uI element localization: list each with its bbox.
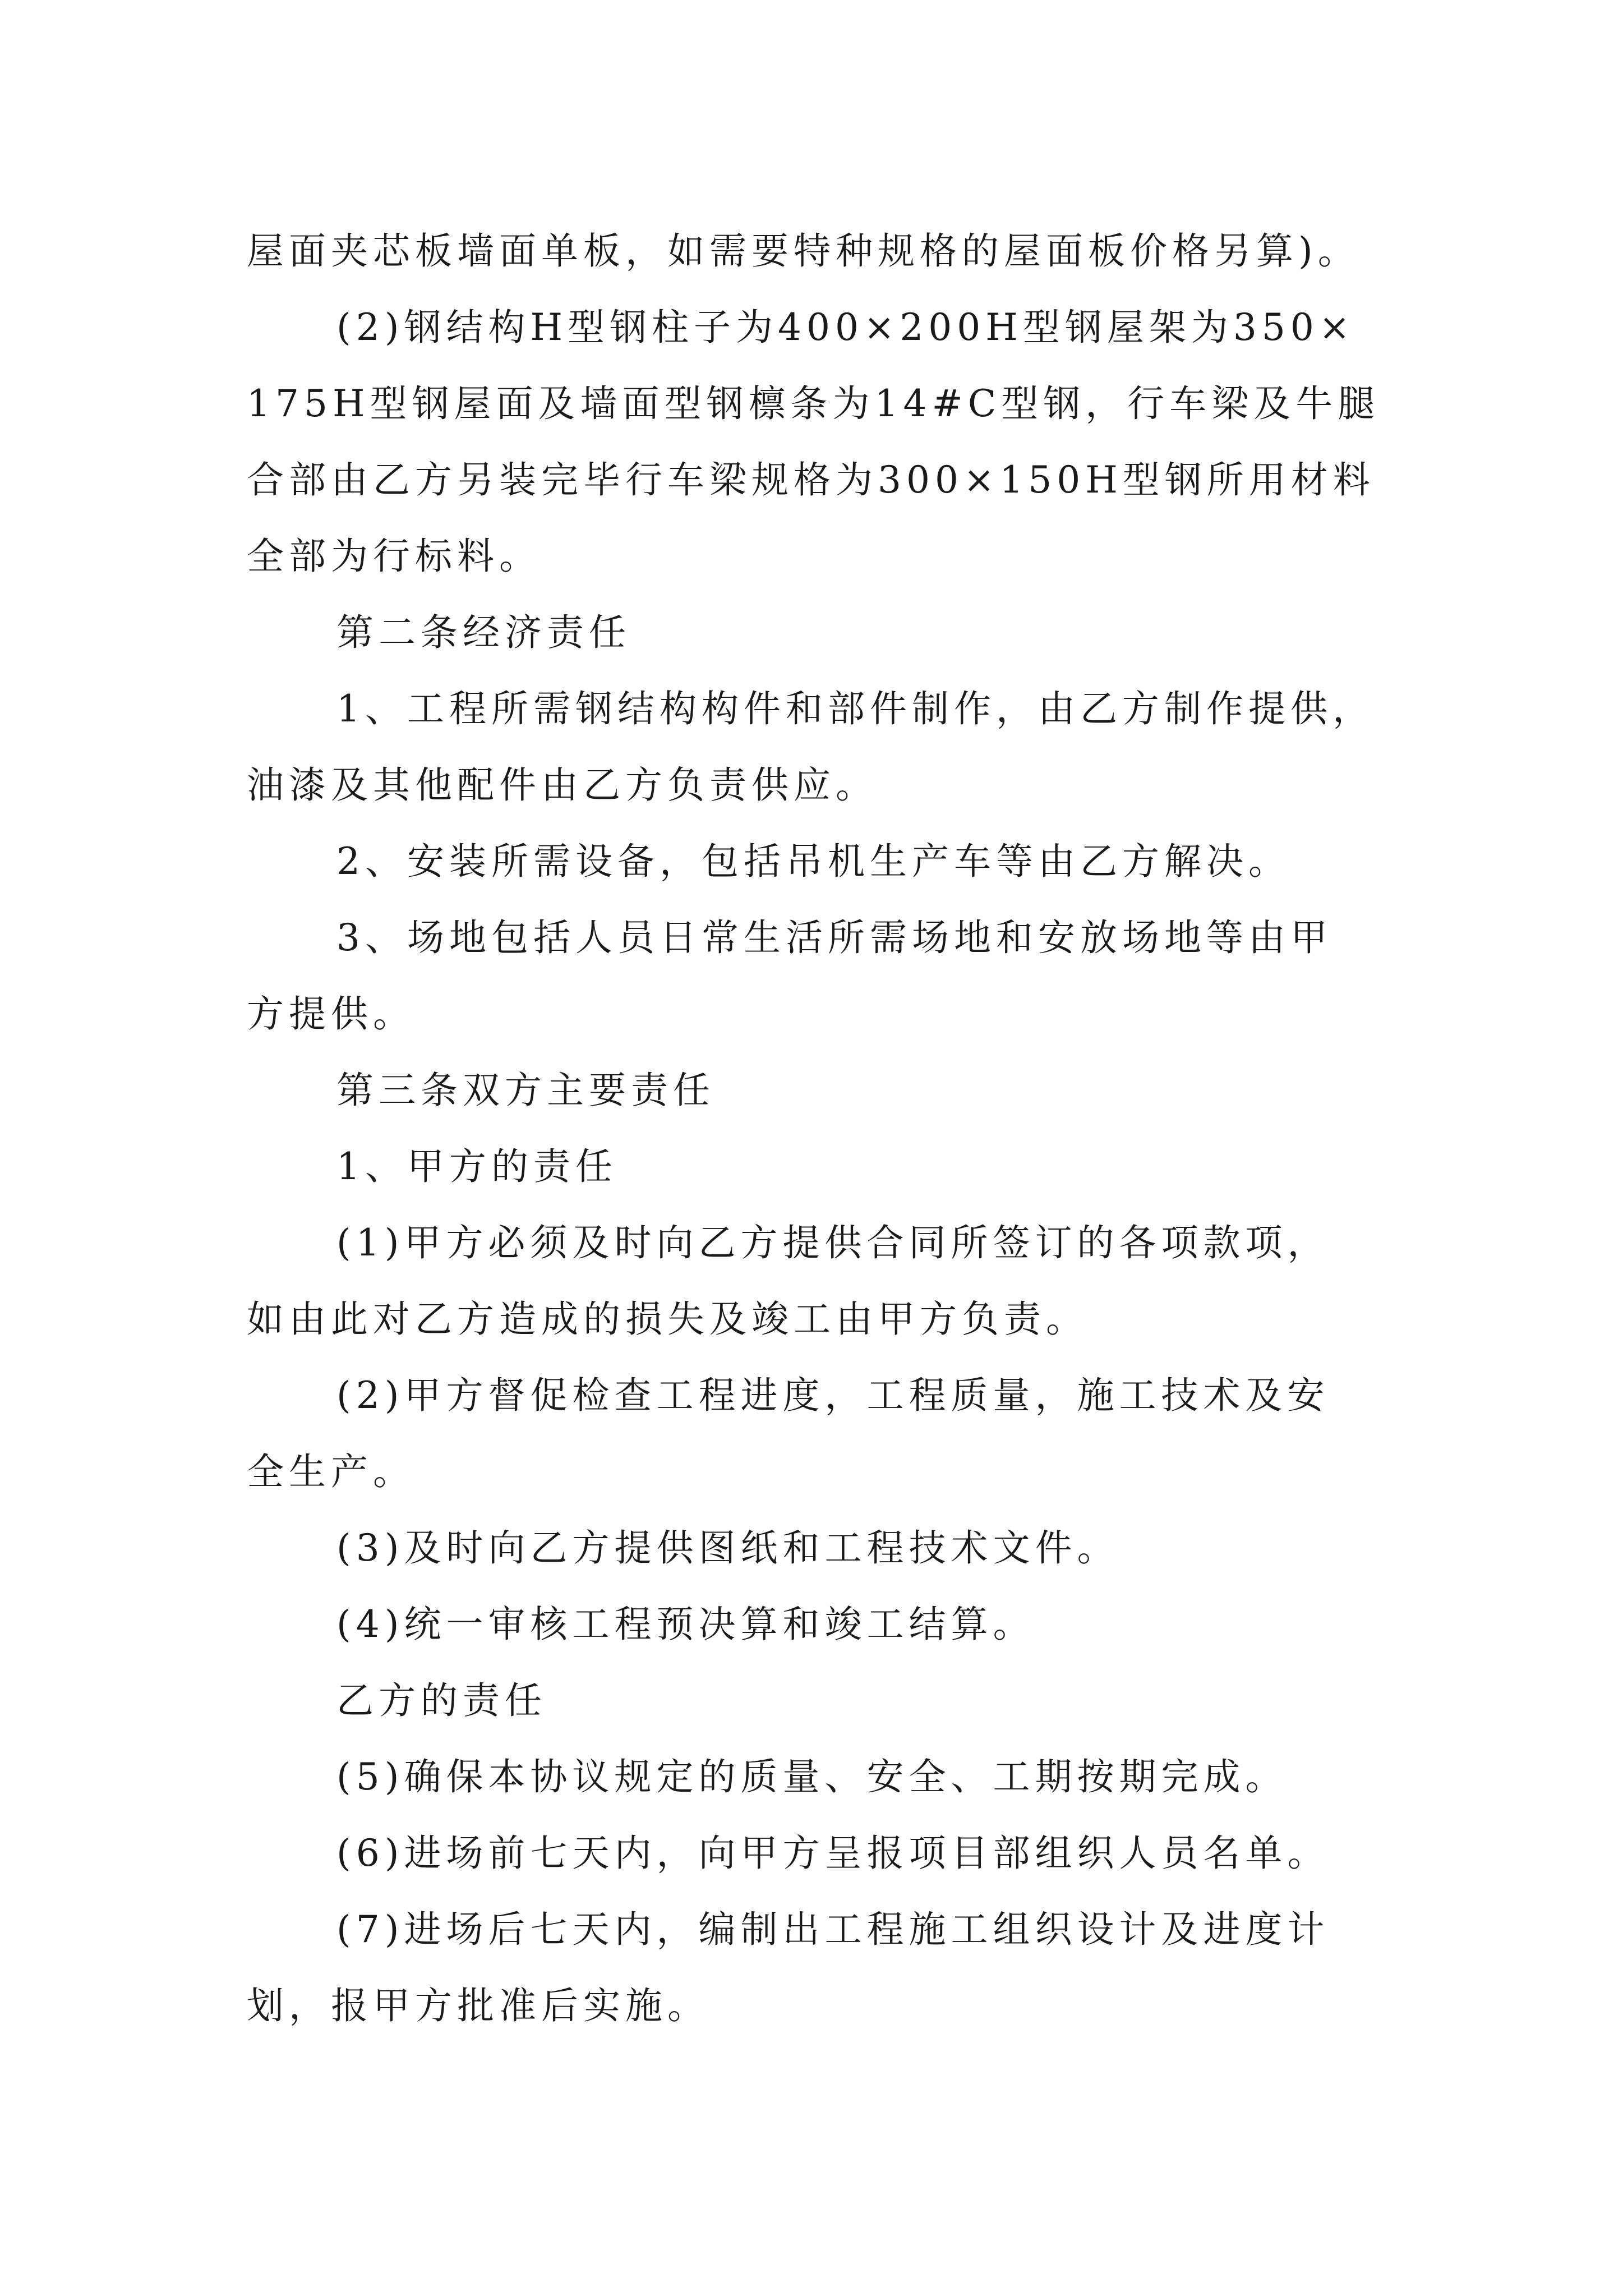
text-line: (6)进场前七天内，向甲方呈报项目部组织人员名单。	[336, 1832, 1330, 1875]
text-line: (1)甲方必须及时向乙方提供合同所签订的各项款项，	[336, 1221, 1330, 1264]
text-line: 全生产。	[247, 1450, 415, 1493]
text-line: 2、安装所需设备，包括吊机生产车等由乙方解决。	[336, 840, 1290, 883]
text-line: 3、场地包括人员日常生活所需场地和安放场地等由甲	[336, 916, 1332, 959]
text-line: (5)确保本协议规定的质量、安全、工期按期完成。	[336, 1755, 1288, 1798]
text-line: 油漆及其他配件由乙方负责供应。	[247, 763, 878, 807]
contract-body	[247, 213, 1402, 2044]
text-line: (3)及时向乙方提供图纸和工程技术文件。	[336, 1526, 1119, 1570]
section-heading-article-2: 第二条经济责任	[336, 611, 631, 654]
text-line: 划，报甲方批准后实施。	[247, 1984, 709, 2027]
text-line: 屋面夹芯板墙面单板，如需要特种规格的屋面板价格另算)。	[247, 229, 1360, 273]
text-line: 175H型钢屋面及墙面型钢檩条为14#C型钢，行车梁及牛腿	[247, 382, 1380, 425]
text-line: 合部由乙方另装完毕行车梁规格为300×150H型钢所用材料	[247, 458, 1375, 501]
text-line: (4)统一审核工程预决算和竣工结算。	[336, 1603, 1035, 1646]
text-line: (7)进场后七天内，编制出工程施工组织设计及进度计	[336, 1908, 1330, 1951]
text-line: 1、工程所需钢结构构件和部件制作，由乙方制作提供，	[336, 687, 1375, 730]
text-line: (2)甲方督促检查工程进度，工程质量，施工技术及安	[336, 1374, 1330, 1417]
subsection-heading-party-a: 1、甲方的责任	[336, 1145, 617, 1188]
text-line: 方提供。	[247, 992, 415, 1036]
text-line: 全部为行标料。	[247, 535, 541, 578]
text-line: (2)钢结构H型钢柱子为400×200H型钢屋架为350×	[336, 306, 1355, 349]
section-heading-article-3: 第三条双方主要责任	[336, 1069, 715, 1112]
text-line: 如由此对乙方造成的损失及竣工由甲方负责。	[247, 1297, 1088, 1341]
subsection-heading-party-b: 乙方的责任	[336, 1679, 547, 1722]
